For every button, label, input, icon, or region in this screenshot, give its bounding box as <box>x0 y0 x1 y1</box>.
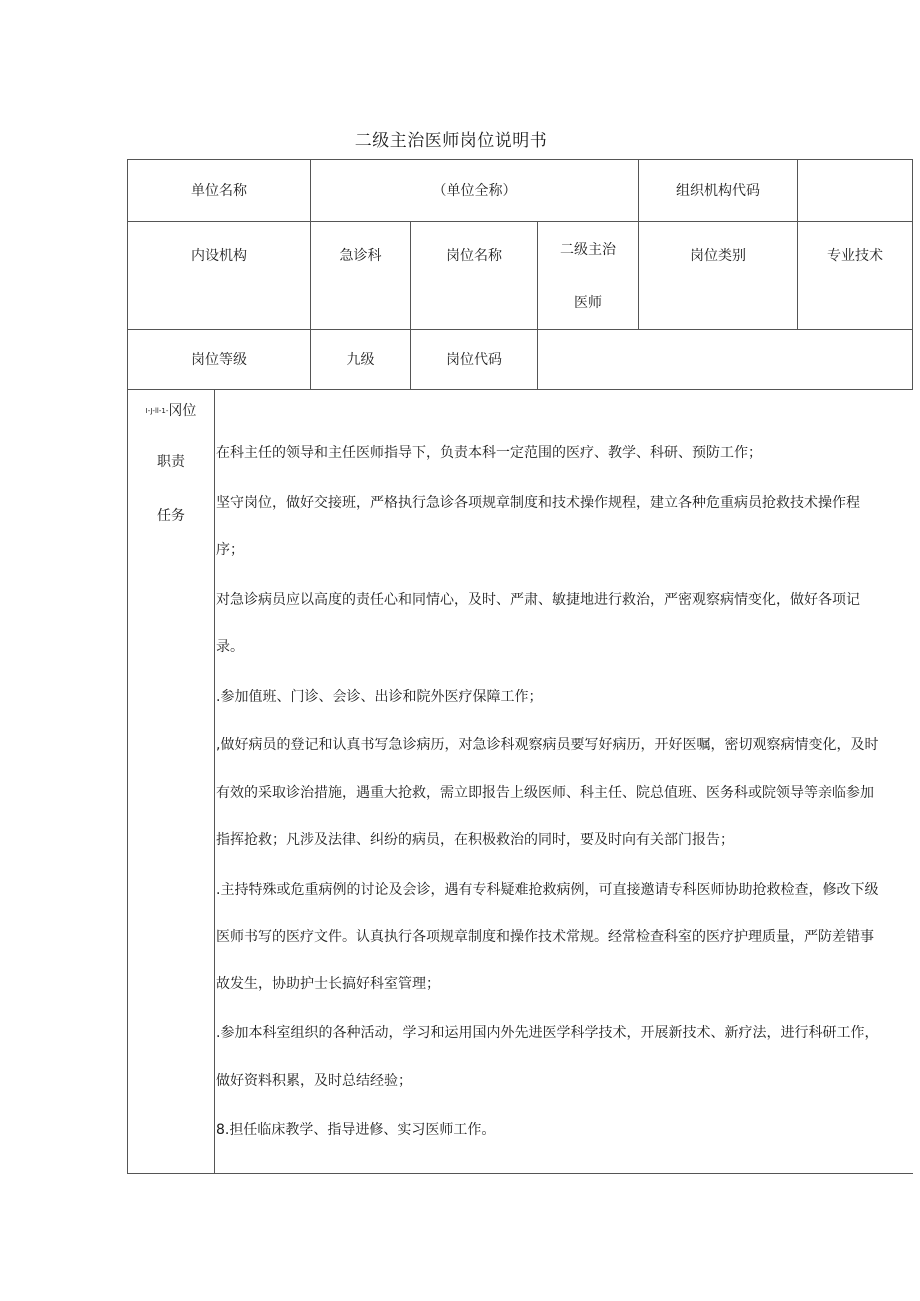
duty-line: .参加本科室组织的各种活动，学习和运用国内外先进医学科学技术，开展新技术、新疗法，进行科研工作， <box>216 1025 879 1041</box>
post-category-label: 岗位类别 <box>690 248 746 264</box>
internal-org-label: 内设机构 <box>191 248 247 264</box>
internal-org-value: 急诊科 <box>339 248 382 264</box>
page-title: 二级主治医师岗位说明书 <box>354 131 548 151</box>
unit-name-label: 单位名称 <box>191 183 247 199</box>
post-code-label: 岗位代码 <box>446 352 502 368</box>
duty-line: 做好资料积累，及时总结经验； <box>216 1073 412 1089</box>
post-grade-value: 九级 <box>346 352 375 368</box>
post-name-value-line1: 二级主治 <box>560 242 616 258</box>
unit-name-value: （单位全称） <box>432 183 517 199</box>
org-code-label: 组织机构代码 <box>676 183 760 199</box>
duty-line: 在科主任的领导和主任医师指导下，负责本科一定范围的医疗、教学、科研、预防工作； <box>216 445 762 461</box>
duty-line: .主持特殊或危重病例的讨论及会诊，遇有专科疑难抢救病例，可直接邀请专科医师协助抢救检查，修改下级 <box>216 882 879 898</box>
duties-label-line1: I-J-ll-1-冈位 <box>145 403 197 419</box>
post-grade-label: 岗位等级 <box>191 352 247 368</box>
post-name-value-line2: 医师 <box>574 295 602 311</box>
post-name-label: 岗位名称 <box>446 248 502 264</box>
duty-line: 对急诊病员应以高度的责任心和同情心，及时、严肃、敏捷地进行救治，严密观察病情变化，做好各项记 <box>216 592 860 608</box>
duty-line: ,做好病员的登记和认真书写急诊病历，对急诊科观察病员要写好病历，开好医嘱，密切观察病情变化，及时 <box>216 737 879 753</box>
duties-label-line3: 任务 <box>157 508 185 524</box>
duties-label-line2: 职责 <box>157 454 185 470</box>
duty-line: 故发生，协助护士长搞好科室管理； <box>216 976 440 992</box>
duty-line: 指挥抢救；凡涉及法律、纠纷的病员，在积极救治的同时，要及时向有关部门报告； <box>216 832 734 848</box>
duty-line: 序； <box>216 542 244 558</box>
duty-line: 有效的采取诊治措施，遇重大抢救，需立即报告上级医师、科主任、院总值班、医务科或院领导等亲临参加 <box>216 785 874 801</box>
duty-line: 医师书写的医疗文件。认真执行各项规章制度和操作技术常规。经常检查科室的医疗护理质量，严防差错事 <box>216 929 874 945</box>
duty-line: .参加值班、门诊、会诊、出诊和院外医疗保障工作； <box>216 689 543 705</box>
post-category-value: 专业技术 <box>827 248 883 264</box>
duty-line: 录。 <box>216 639 244 655</box>
duty-line: 坚守岗位，做好交接班，严格执行急诊各项规章制度和技术操作规程，建立各种危重病员抢救技术操作程 <box>216 495 860 511</box>
duty-line: 8.担任临床教学、指导进修、实习医师工作。 <box>216 1122 496 1138</box>
